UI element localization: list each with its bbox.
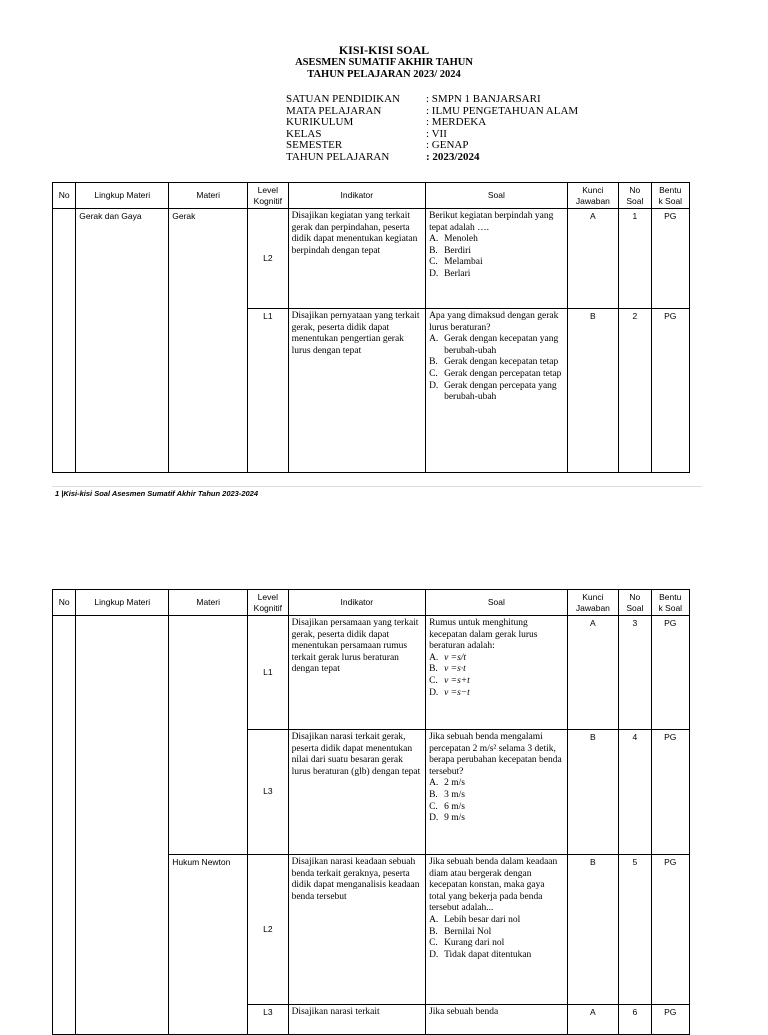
col-lingkup: Lingkup Materi	[76, 183, 169, 209]
page-footer: 1 |Kisi-kisi Soal Asesmen Sumatif Akhir Tahun 2023-2024	[55, 489, 259, 498]
cell-indikator: Disajikan narasi terkait gerak, peserta didik dapat menentukan nilai dari suatu besaran gerak lurus beraturan (glb) dengan tepat	[288, 730, 426, 855]
cell-soal	[426, 309, 568, 473]
info-label: TAHUN PELAJARAN	[286, 150, 390, 163]
cell-indikator: Disajikan kegiatan yang terkait gerak dan perpindahan, peserta didik dapat menentukan kegiatan berpindah dengan tepat	[288, 209, 426, 309]
col-lingkup: Lingkup Materi	[76, 590, 169, 616]
doc-subtitle: ASESMEN SUMATIF AKHIR TAHUN	[295, 57, 473, 68]
cell-soal	[426, 855, 568, 1005]
cell-no-soal: 2	[619, 309, 651, 473]
info-value: : 2023/2024	[426, 150, 480, 163]
question-text: Rumus untuk menghitung kecepatan dalam gerak lurus beraturan adalah:	[429, 618, 538, 652]
col-no: No	[53, 590, 76, 616]
cell-materi	[169, 616, 248, 855]
doc-year: TAHUN PELAJARAN 2023/ 2024	[307, 69, 461, 80]
info-row	[286, 94, 578, 106]
cell-kunci: B	[567, 855, 619, 1005]
col-materi: Materi	[169, 590, 248, 616]
option-c: C. Gerak dengan percepatan tetap	[429, 368, 562, 379]
option-c: C. Melambai	[429, 257, 483, 268]
cell-indikator: Disajikan persamaan yang terkait gerak, peserta didik dapat menentukan persamaan rumus terkait gerak lurus beraturan dengan tepat	[288, 616, 426, 730]
table-header-row	[53, 590, 690, 616]
info-value: : MERDEKA	[426, 116, 487, 129]
kisi-table-page1	[52, 182, 690, 473]
cell-bentuk: PG	[651, 1005, 689, 1035]
cell-soal	[426, 616, 568, 730]
cell-no-soal: 4	[619, 730, 651, 855]
cell-no-soal: 3	[619, 616, 651, 730]
option-b: B. Berdiri	[429, 245, 471, 256]
cell-no-soal: 6	[619, 1005, 651, 1035]
option-d: D. Gerak dengan percepata yang berubah-ubah	[429, 380, 557, 403]
info-label: SATUAN PENDIDIKAN	[286, 93, 400, 105]
question-text: Jika sebuah benda mengalami percepatan 2 m/s² selama 3 detik, berapa perubahan kecepatan benda tersebut?	[429, 732, 562, 777]
doc-title: KISI-KISI SOAL	[338, 43, 430, 57]
option-d: D. v =s−t	[429, 687, 470, 698]
cell-indikator: Disajikan narasi keadaan sebuah benda terkait geraknya, peserta didik dapat menganalisis keadaan benda tersebut	[288, 855, 426, 1005]
col-no-soal: No Soal	[619, 590, 651, 616]
option-a: A. Lebih besar dari nol	[429, 914, 521, 925]
cell-kunci: A	[567, 616, 619, 730]
info-block	[286, 94, 578, 164]
cell-kunci: A	[567, 209, 619, 309]
cell-level: L1	[248, 616, 288, 730]
col-level: Level Kognitif	[248, 590, 288, 616]
cell-kunci: A	[567, 1005, 619, 1035]
option-c: C. Kurang dari nol	[429, 938, 505, 949]
question-text: Jika sebuah benda dalam keadaan diam atau bergerak dengan kecepatan konstan, maka gaya total yang bekerja pada benda tersebut adalah...	[429, 857, 558, 914]
cell-kunci: B	[567, 309, 619, 473]
cell-indikator: Disajikan narasi terkait	[288, 1005, 426, 1035]
col-materi: Materi	[169, 183, 248, 209]
col-soal: Soal	[426, 590, 568, 616]
option-b: B. Bernilai Nol	[429, 926, 492, 937]
col-indikator: Indikator	[288, 183, 426, 209]
footer-divider	[52, 486, 702, 487]
info-value: : SMPN 1 BANJARSARI	[426, 93, 541, 105]
table-header-row	[53, 183, 690, 209]
info-label: KELAS	[286, 127, 322, 140]
cell-soal: Jika sebuah benda	[426, 1005, 568, 1035]
option-b: B. Gerak dengan kecepatan tetap	[429, 357, 559, 368]
cell-no-soal: 5	[619, 855, 651, 1005]
option-d: D. 9 m/s	[429, 813, 465, 824]
cell-lingkup: Gerak dan Gaya	[76, 209, 169, 473]
cell-materi: Hukum Newton	[169, 855, 248, 1035]
question-text: Berikut kegiatan berpindah yang tepat adalah ….	[429, 211, 554, 233]
cell-no	[53, 616, 76, 1035]
option-b: B. v =s·t	[429, 664, 466, 675]
col-kunci: Kunci Jawaban	[567, 590, 619, 616]
option-d: D. Berlari	[429, 268, 471, 279]
cell-level: L3	[248, 1005, 288, 1035]
table-row	[53, 209, 690, 309]
option-a: A. Menoleh	[429, 234, 478, 245]
option-d: D. Tidak dapat ditentukan	[429, 949, 532, 960]
cell-soal	[426, 209, 568, 309]
info-value: : ILMU PENGETAHUAN ALAM	[426, 104, 579, 117]
cell-lingkup	[76, 616, 169, 1035]
table-row	[53, 616, 690, 730]
option-b: B. 3 m/s	[429, 789, 465, 800]
col-bentuk: Bentu k Soal	[651, 183, 689, 209]
col-no: No	[53, 183, 76, 209]
question-text: Apa yang dimaksud dengan gerak lurus beraturan?	[429, 311, 559, 333]
col-bentuk: Bentu k Soal	[651, 590, 689, 616]
option-a: A. Gerak dengan kecepatan yang berubah-ubah	[429, 334, 559, 356]
cell-no-soal: 1	[619, 209, 651, 309]
cell-level: L1	[248, 309, 288, 473]
col-level: Level Kognitif	[248, 183, 288, 209]
cell-kunci: B	[567, 730, 619, 855]
col-kunci: Kunci Jawaban	[567, 183, 619, 209]
info-label: MATA PELAJARAN	[286, 104, 382, 117]
cell-bentuk: PG	[651, 855, 689, 1005]
cell-level: L2	[248, 855, 288, 1005]
cell-bentuk: PG	[651, 730, 689, 855]
col-indikator: Indikator	[288, 590, 426, 616]
info-value: : VII	[426, 127, 447, 140]
info-label: SEMESTER	[286, 139, 343, 152]
cell-level: L2	[248, 209, 288, 309]
option-c: C. v =s+t	[429, 675, 470, 686]
cell-bentuk: PG	[651, 309, 689, 473]
kisi-table-page2	[52, 589, 690, 1035]
option-c: C. 6 m/s	[429, 801, 465, 812]
option-a: A. v =s/t	[429, 652, 467, 663]
cell-soal	[426, 730, 568, 855]
cell-level: L3	[248, 730, 288, 855]
col-no-soal: No Soal	[619, 183, 651, 209]
info-label: KURIKULUM	[286, 116, 354, 129]
info-row	[286, 152, 578, 164]
option-a: A. 2 m/s	[429, 778, 465, 789]
cell-bentuk: PG	[651, 616, 689, 730]
cell-indikator: Disajikan pernyataan yang terkait gerak, peserta didik dapat menentukan pengertian gerak lurus dengan tepat	[288, 309, 426, 473]
cell-no	[53, 209, 76, 473]
cell-bentuk: PG	[651, 209, 689, 309]
col-soal: Soal	[426, 183, 568, 209]
cell-materi: Gerak	[169, 209, 248, 473]
info-value: : GENAP	[426, 139, 469, 152]
